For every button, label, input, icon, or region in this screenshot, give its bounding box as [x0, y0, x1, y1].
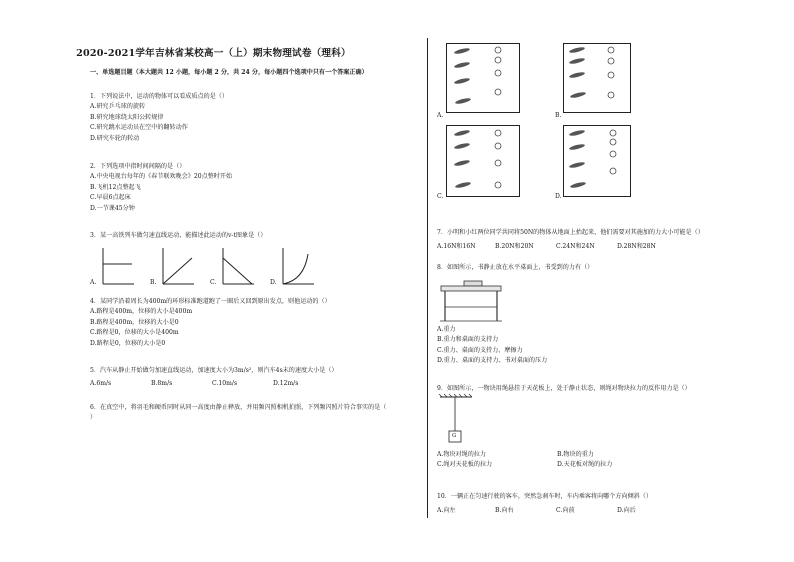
column-divider — [427, 38, 428, 518]
question-2-option-d: D.一节课45分钟 — [90, 204, 135, 212]
desk-with-book-figure — [440, 279, 502, 323]
question-5-option-c: C.10m/s — [212, 380, 238, 387]
question-9 — [437, 384, 691, 394]
question-10-option-a: A.向左 — [437, 507, 456, 514]
question-7-option-d: D.28N和28N — [617, 243, 656, 250]
question-2-option-c: C.早晨6点起床 — [90, 194, 131, 202]
question-6 — [90, 403, 386, 424]
question-8 — [437, 263, 593, 273]
question-4-option-b: B.路程是400m，位移的大小是0 — [90, 318, 179, 326]
question-5-option-d: D.12m/s — [273, 380, 299, 387]
question-4-option-c: C.路程是0，位移的大小是400m — [90, 329, 179, 337]
question-1-stem: 1．下列说法中，运动的物体可以看成质点的是（） — [90, 93, 228, 100]
question-8-option-d: D.重力、桌面的支持力、书对桌面的压力 — [437, 357, 548, 365]
question-5-stem: 5．汽车从静止开始做匀加速直线运动，加速度大小为3m/s²，则汽车4s末的速度大小是（） — [90, 367, 338, 374]
question-8-option-b: B.重力和桌面的支持力 — [437, 336, 499, 344]
question-5-option-b: B.8m/s — [151, 380, 173, 387]
strobe-photo-d — [563, 125, 631, 197]
question-10-option-b: B.向右 — [495, 507, 514, 514]
question-10 — [437, 492, 652, 502]
question-7 — [437, 228, 704, 238]
question-9-stem: 9．如图所示，一物块用绳悬挂于天花板上，处于静止状态，则绳对物块拉力的反作用力是（） — [437, 385, 691, 392]
block-label: G — [452, 433, 457, 439]
question-6-label-c: C. — [437, 193, 444, 200]
question-3-label-a: A. — [90, 279, 97, 286]
question-9-option-a: A.物块对绳的拉力 — [437, 451, 486, 458]
question-10-option-d: D.向后 — [617, 507, 636, 514]
vt-graph-b — [160, 246, 196, 286]
question-7-stem: 7．小明和小红两位同学共同将50N的物体从地面上抬起来，他们需要对其施加的力大小可能是（） — [437, 229, 704, 236]
question-8-options — [437, 325, 547, 367]
question-2-option-a: A.中央电视台每年的《春节联欢晚会》20点整时开始 — [90, 173, 233, 181]
question-8-option-c: C.重力、桌面的支持力、摩擦力 — [437, 346, 523, 354]
question-7-option-a: A.16N和16N — [437, 243, 476, 250]
question-10-stem: 10．一辆正在匀速行驶的客车，突然急刹车时，车内乘客将向哪个方向倾斜（） — [437, 493, 652, 500]
question-4 — [90, 297, 331, 349]
question-4-option-a: A.路程是400m，位移的大小是400m — [90, 308, 193, 316]
question-2-option-b: B.飞机12点整起飞 — [90, 183, 141, 191]
page-title: 2020-2021学年吉林省某校高一（上）期末物理试卷（理科） — [76, 48, 351, 59]
question-6-stem-line-1: 6．在真空中，将羽毛和硬币同时从同一高度由静止释放，并用频闪照相机拍照，下列频闪照片符合事实的是（ — [90, 404, 387, 411]
question-8-stem: 8．如图所示，书静止放在水平桌面上，书受到的力有（） — [437, 264, 594, 271]
question-5 — [90, 366, 338, 376]
question-1-option-c: C.研究跳水运动员在空中的翻转动作 — [90, 124, 188, 132]
question-3 — [90, 231, 266, 241]
question-3-label-d: D. — [270, 279, 277, 286]
question-1-option-a: A.研究乒乓球的旋转 — [90, 103, 146, 111]
question-9-option-b: B.物块的重力 — [557, 451, 594, 458]
question-1-option-b: B.研究地球绕太阳公转规律 — [90, 113, 164, 121]
strobe-photo-c — [446, 125, 520, 197]
question-1 — [90, 92, 228, 144]
vt-graph-c — [220, 246, 256, 286]
strobe-photo-b — [563, 43, 631, 113]
question-1-option-d: D.研究车轮的转动 — [90, 134, 140, 142]
question-6-label-d: D. — [555, 193, 562, 200]
question-6-label-a: A. — [437, 112, 444, 119]
question-2-stem: 2．下列选项中指时间间隔的是（） — [90, 163, 186, 170]
question-7-option-b: B.20N和20N — [495, 243, 534, 250]
section-heading: 一、单选题目题（本大题共 12 小题，每小题 2 分，共 24 分，每小题四个选项中只有一个答案正确） — [90, 69, 368, 76]
question-3-label-c: C. — [210, 279, 217, 286]
question-2 — [90, 162, 232, 214]
question-6-stem-line-2: ） — [90, 414, 97, 422]
strobe-photo-a — [446, 43, 520, 113]
question-4-stem: 4．某同学沿着周长为400m的环形标准跑道跑了一圈后又回到原出发点，则他运动的（） — [90, 298, 331, 305]
vt-graph-d — [280, 246, 316, 286]
question-7-option-c: C.24N和24N — [556, 243, 595, 250]
vt-graph-a — [100, 246, 136, 286]
question-3-stem: 3．某一高铁列车做匀速直线运动，能描述此运动的v-t图象是（） — [90, 232, 267, 239]
question-9-option-d: D.天花板对绳的拉力 — [557, 461, 613, 468]
question-10-option-c: C.向前 — [556, 507, 575, 514]
question-8-option-a: A.重力 — [437, 326, 456, 333]
question-3-label-b: B. — [150, 279, 157, 286]
question-6-label-b: B. — [555, 112, 562, 119]
question-9-option-c: C.绳对天花板的拉力 — [437, 461, 493, 468]
question-4-option-d: D.路程是0，位移的大小是0 — [90, 339, 166, 347]
question-5-option-a: A.6m/s — [90, 380, 112, 387]
